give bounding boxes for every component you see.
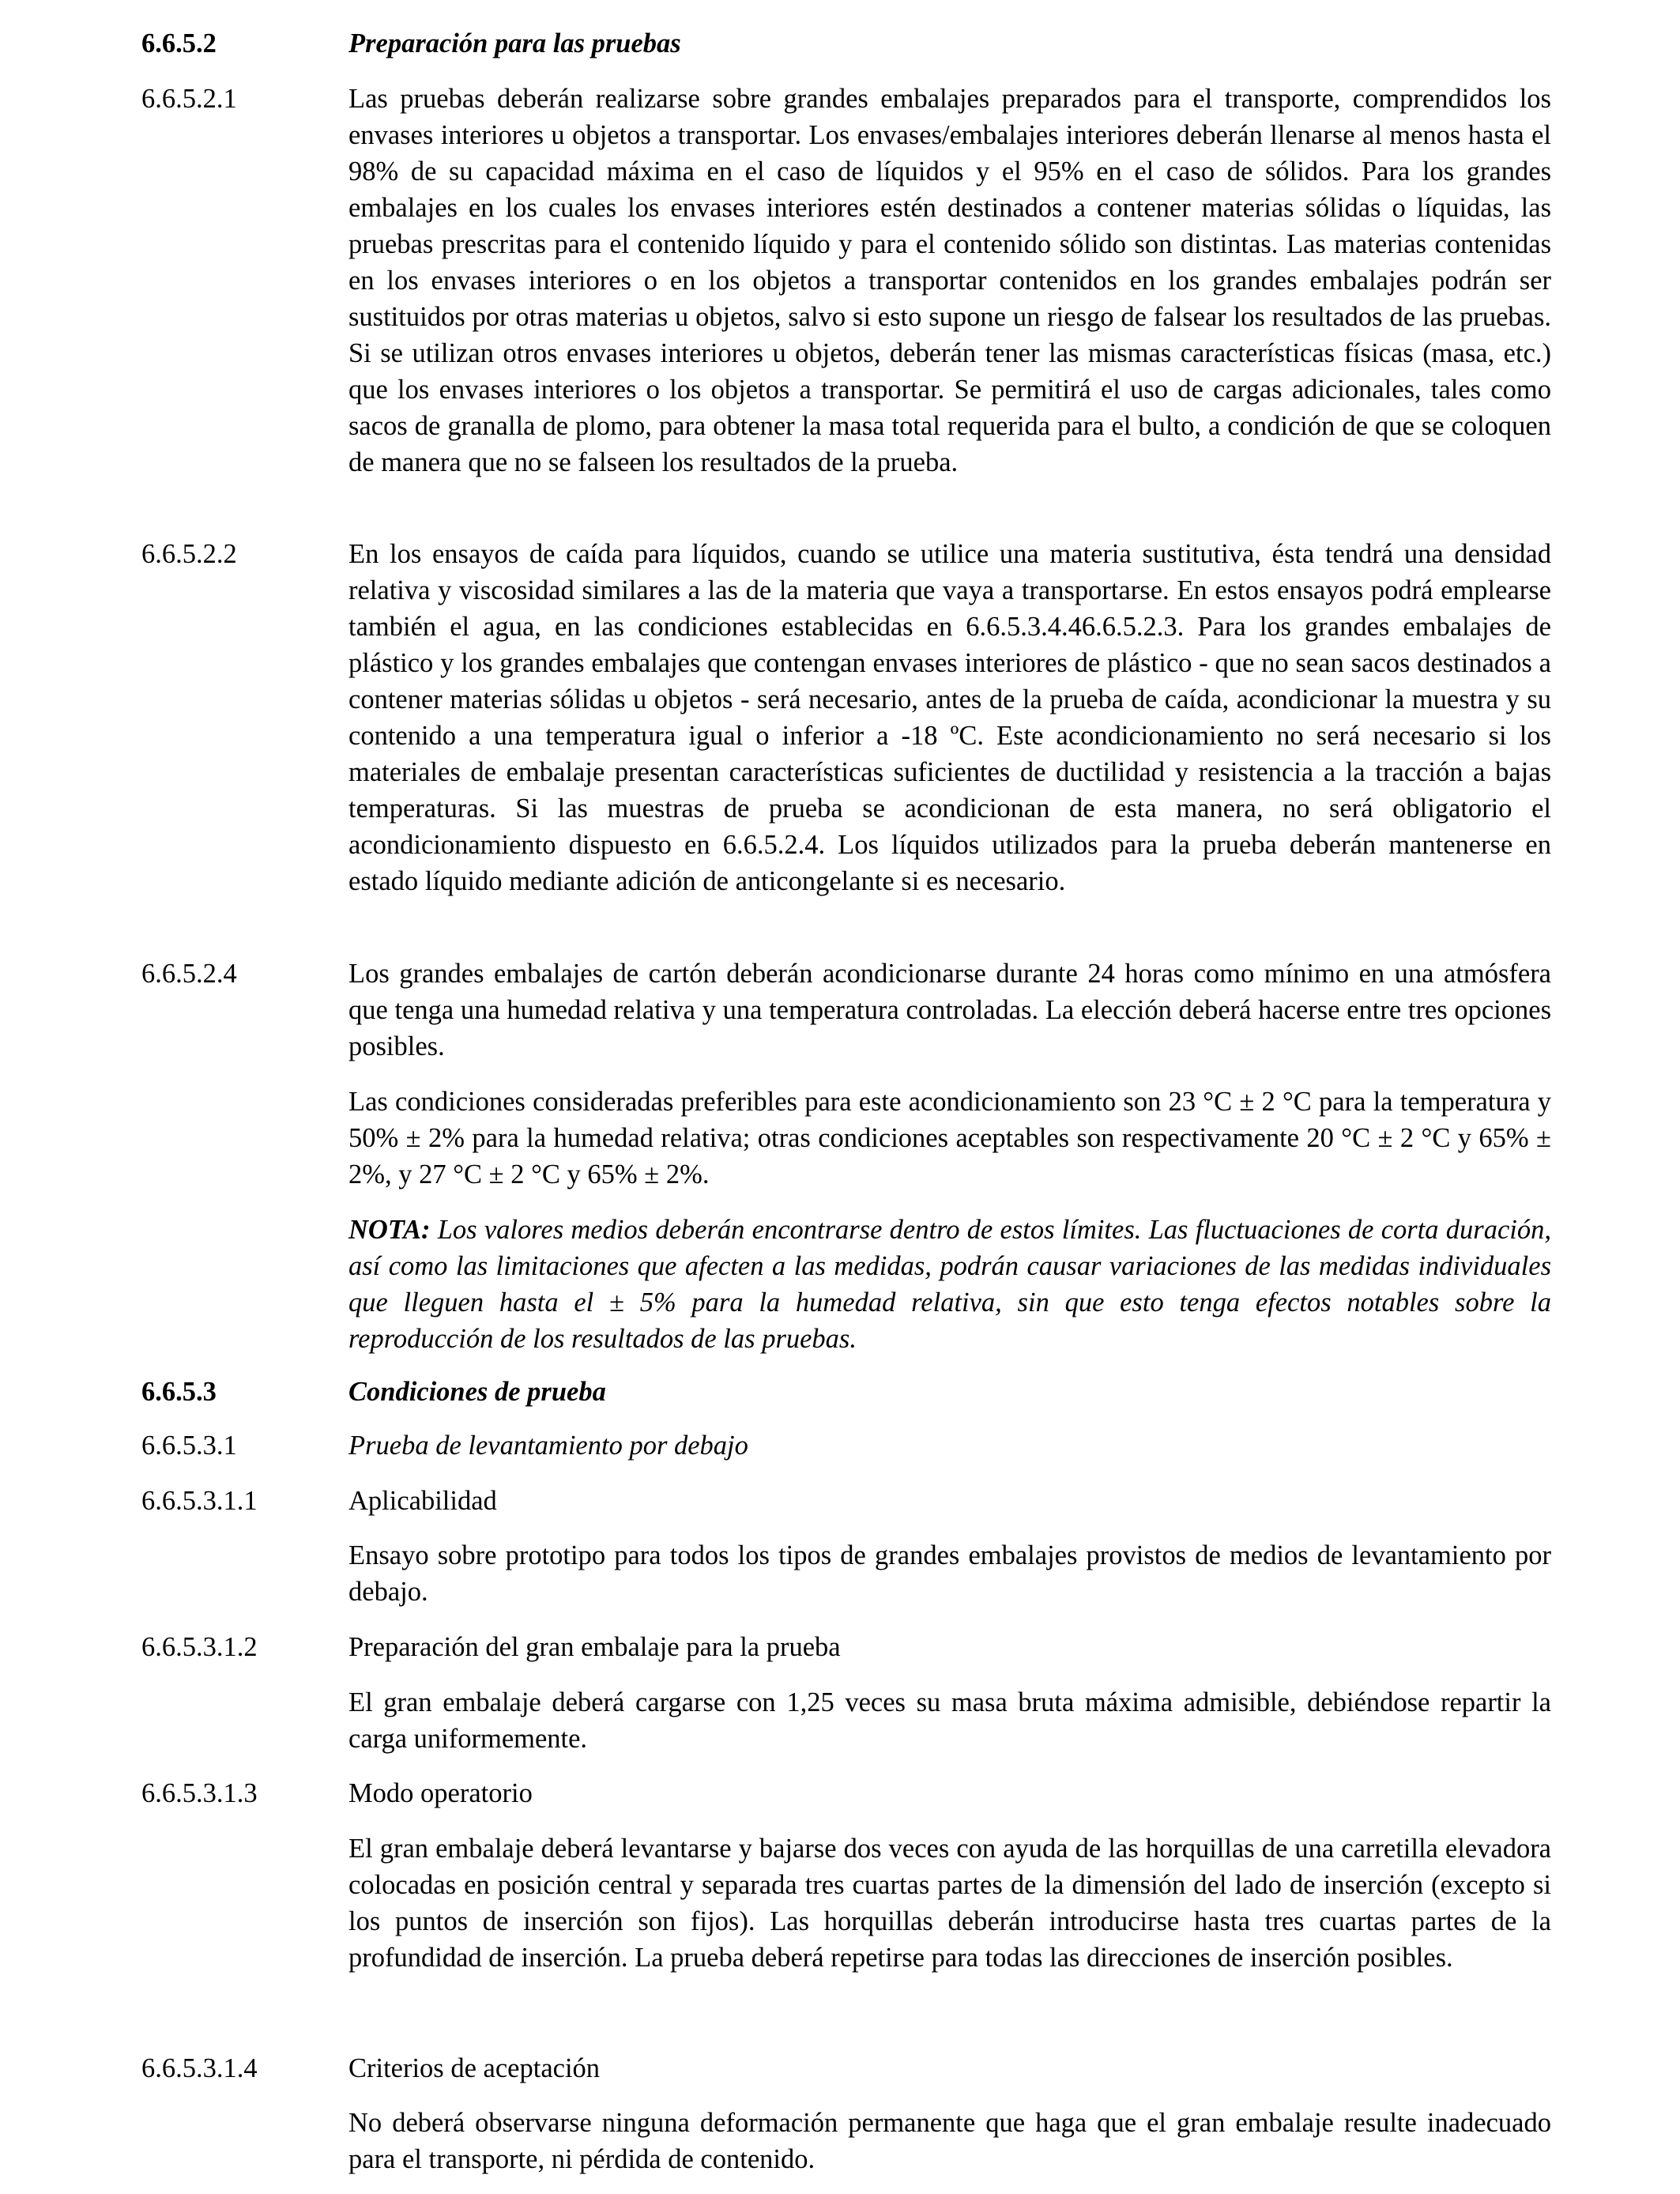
item-title: Modo operatorio [348,1778,533,1808]
item-number: 6.6.5.3.1.2 [141,1632,258,1662]
paragraph-number: 6.6.5.2.4 [141,959,237,989]
item-number: 6.6.5.3.1.3 [141,1778,258,1808]
paragraph-text: Las pruebas deberán realizarse sobre grandes embalajes preparados para el transporte, comprendidos los envases interiores u objetos a transportar. Los envases/embalajes interiores deberán llenarse al menos hasta el 98% de su capacidad máxima en el caso de líquidos y el 95% en el caso de sólidos. Para los grandes embalajes en los cuales los envases interiores estén destinados a contener materias sólidas o líquidas, las pruebas prescritas para el contenido líquido y para el contenido sólido son distintas. Las materias contenidas en los envases interiores o en los objetos a transportar contenidos en los grandes embalajes podrán ser sustituidos por otras materias u objetos, salvo si esto supone un riesgo de falsear los resultados de las pruebas. Si se utilizan otros envases interiores u objetos, deberán tener las mismas características físicas (masa, etc.) que los envases interiores o los objetos a transportar. Se permitirá el uso de cargas adicionales, tales como sacos de granalla de plomo, para obtener la masa total requerida para el bulto, a condición de que se coloquen de manera que no se falseen los resultados de la prueba. [348,84,1551,477]
item-title: Criterios de aceptación [348,2053,601,2083]
item-number: 6.6.5.3.1.4 [141,2053,258,2083]
paragraph-text: Las condiciones consideradas preferibles para este acondicionamiento son 23 °C ± 2 °C para la temperatura y 50% ± 2% para la humedad relativa; otras condiciones aceptables son respectivamente 20 °C ± 2 °C y 65% ± 2%, y 27 °C ± 2 °C y 65% ± 2%. [348,1087,1551,1189]
section-title: Preparación para las pruebas [348,28,681,58]
item-text: El gran embalaje deberá cargarse con 1,25 veces su masa bruta máxima admisible, debiéndose repartir la carga uniformemente. [348,1687,1551,1754]
paragraph-number: 6.6.5.2.2 [141,539,237,569]
note-label: NOTA: [348,1215,431,1245]
item-text: Ensayo sobre prototipo para todos los tipos de grandes embalajes provistos de medios de levantamiento por debajo. [348,1540,1551,1607]
item-text: El gran embalaje deberá levantarse y bajarse dos veces con ayuda de las horquillas de una carretilla elevadora colocadas en posición central y separada tres cuartas partes de la dimensión del lado de inserción (excepto si los puntos de inserción son fijos). Las horquillas deberán introducirse hasta tres cuartas partes de la profundidad de inserción. La prueba deberá repetirse para todas las direcciones de inserción posibles. [348,1834,1551,1973]
item-title: Preparación del gran embalaje para la prueba [348,1632,841,1662]
note-paragraph [348,1212,1551,1357]
subsection-title: Prueba de levantamiento por debajo [348,1431,748,1461]
section-title: Condiciones de prueba [348,1377,606,1407]
item-title: Aplicabilidad [348,1486,497,1516]
paragraph-text: En los ensayos de caída para líquidos, cuando se utilice una materia sustitutiva, ésta tendrá una densidad relativa y viscosidad similares a las de la materia que vaya a transportarse. En estos ensayos podrá emplearse también el agua, en las condiciones establecidas en 6.6.5.3.4.46.6.5.2.3. Para los grandes embalajes de plástico y los grandes embalajes que contengan envases interiores de plástico - que no sean sacos destinados a contener materias sólidas u objetos - será necesario, antes de la prueba de caída, acondicionar la muestra y su contenido a una temperatura igual o inferior a -18 ºC. Este acondicionamiento no será necesario si los materiales de embalaje presentan características suficientes de ductilidad y resistencia a la tracción a bajas temperaturas. Si las muestras de prueba se acondicionan de esta manera, no será obligatorio el acondicionamiento dispuesto en 6.6.5.2.4. Los líquidos utilizados para la prueba deberán mantenerse en estado líquido mediante adición de anticongelante si es necesario. [348,539,1551,896]
paragraph-number: 6.6.5.2.1 [141,84,237,114]
subsection-number: 6.6.5.3.1 [141,1431,237,1461]
section-number: 6.6.5.3 [141,1377,217,1407]
paragraph-text: Los grandes embalajes de cartón deberán acondicionarse durante 24 horas como mínimo en una atmósfera que tenga una humedad relativa y una temperatura controladas. La elección deberá hacerse entre tres opciones posibles. [348,959,1551,1061]
section-number: 6.6.5.2 [141,28,217,58]
item-number: 6.6.5.3.1.1 [141,1486,258,1516]
item-text: No deberá observarse ninguna deformación permanente que haga que el gran embalaje resulte inadecuado para el transporte, ni pérdida de contenido. [348,2108,1551,2174]
note-text: Los valores medios deberán encontrarse dentro de estos límites. Las fluctuaciones de corta duración, así como las limitaciones que afecten a las medidas, podrán causar variaciones de las medidas individuales que lleguen hasta el ± 5% para la humedad relativa, sin que esto tenga efectos notables sobre la reproducción de los resultados de las pruebas. [348,1215,1551,1354]
